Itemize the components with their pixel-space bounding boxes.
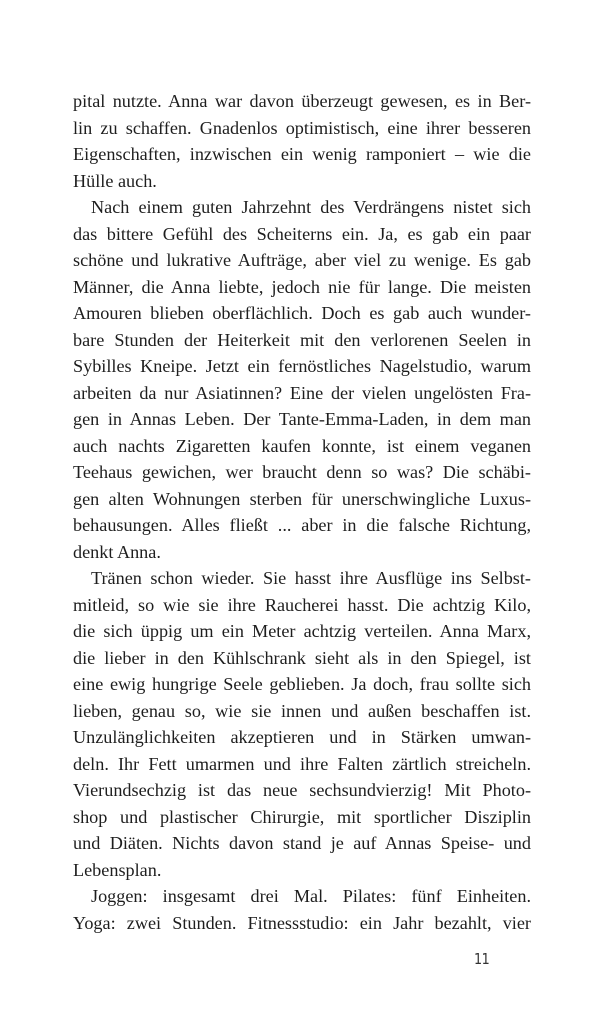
paragraph xyxy=(73,88,531,194)
text-line: Teehaus gewichen, wer braucht denn so was? Die schäbi- xyxy=(73,462,531,482)
paragraph xyxy=(73,565,531,883)
text-line: bare Stunden der Heiterkeit mit den verlorenen Seelen in xyxy=(73,329,531,350)
text-line: deln. Ihr Fett umarmen und ihre Falten zärtlich streicheln. xyxy=(73,753,531,774)
text-line: die lieber in den Kühlschrank sieht als in den Spiegel, ist xyxy=(73,647,531,668)
text-line: Unzulänglichkeiten akzeptieren und in Stärken umwan- xyxy=(73,727,531,747)
text-line: Lebensplan. xyxy=(73,859,162,880)
text-line: gen in Annas Leben. Der Tante-Emma-Laden, in dem man xyxy=(73,409,531,429)
text-line: schöne und lukrative Aufträge, aber viel zu wenige. Es gab xyxy=(73,250,531,270)
text-line: pital nutzte. Anna war davon überzeugt gewesen, es in Ber- xyxy=(73,91,531,111)
text-line: Eigenschaften, inzwischen ein wenig ramponiert – wie die xyxy=(73,144,531,164)
text-line: lin zu schaffen. Gnadenlos optimistisch, eine ihrer besseren xyxy=(73,117,531,138)
text-line: Amouren blieben oberflächlich. Doch es gab auch wunder- xyxy=(73,303,531,323)
paragraph xyxy=(73,194,531,565)
book-page-text xyxy=(73,88,531,936)
text-line: Tränen schon wieder. Sie hasst ihre Ausflüge ins Selbst- xyxy=(91,568,531,588)
page-number: 11 xyxy=(474,950,490,968)
text-line: Männer, die Anna liebte, jedoch nie für lange. Die meisten xyxy=(73,276,531,297)
text-line: behausungen. Alles fließt ... aber in die falsche Richtung, xyxy=(73,515,531,535)
text-line: eine ewig hungrige Seele geblieben. Ja doch, frau sollte sich xyxy=(73,674,531,694)
text-line: auch nachts Zigaretten kaufen konnte, ist einem veganen xyxy=(73,435,531,456)
paragraph xyxy=(73,883,531,936)
text-line: die sich üppig um ein Meter achtzig verteilen. Anna Marx, xyxy=(73,621,531,641)
text-line: denkt Anna. xyxy=(73,541,161,562)
text-line: das bittere Gefühl des Scheiterns ein. Ja, es gab ein paar xyxy=(73,223,531,244)
text-line: Joggen: insgesamt drei Mal. Pilates: fünf Einheiten. xyxy=(91,886,531,906)
text-line: Vierundsechzig ist das neue sechsundvierzig! Mit Photo- xyxy=(73,780,531,800)
text-line: Nach einem guten Jahrzehnt des Verdrängens nistet sich xyxy=(91,197,531,217)
text-line: und Diäten. Nichts davon stand je auf Annas Speise- und xyxy=(73,833,531,853)
text-line: Yoga: zwei Stunden. Fitnessstudio: ein Jahr bezahlt, vier xyxy=(73,912,531,933)
text-line: gen alten Wohnungen sterben für unerschwingliche Luxus- xyxy=(73,488,531,509)
text-line: shop und plastischer Chirurgie, mit sportlicher Disziplin xyxy=(73,806,531,827)
text-line: Hülle auch. xyxy=(73,170,157,191)
text-line: lieben, genau so, wie sie innen und außen beschaffen ist. xyxy=(73,700,531,721)
text-line: Sybilles Kneipe. Jetzt ein fernöstliches Nagelstudio, warum xyxy=(73,356,531,376)
text-line: arbeiten da nur Asiatinnen? Eine der vielen ungelösten Fra- xyxy=(73,382,531,403)
text-line: mitleid, so wie sie ihre Raucherei hasst. Die achtzig Kilo, xyxy=(73,594,531,615)
